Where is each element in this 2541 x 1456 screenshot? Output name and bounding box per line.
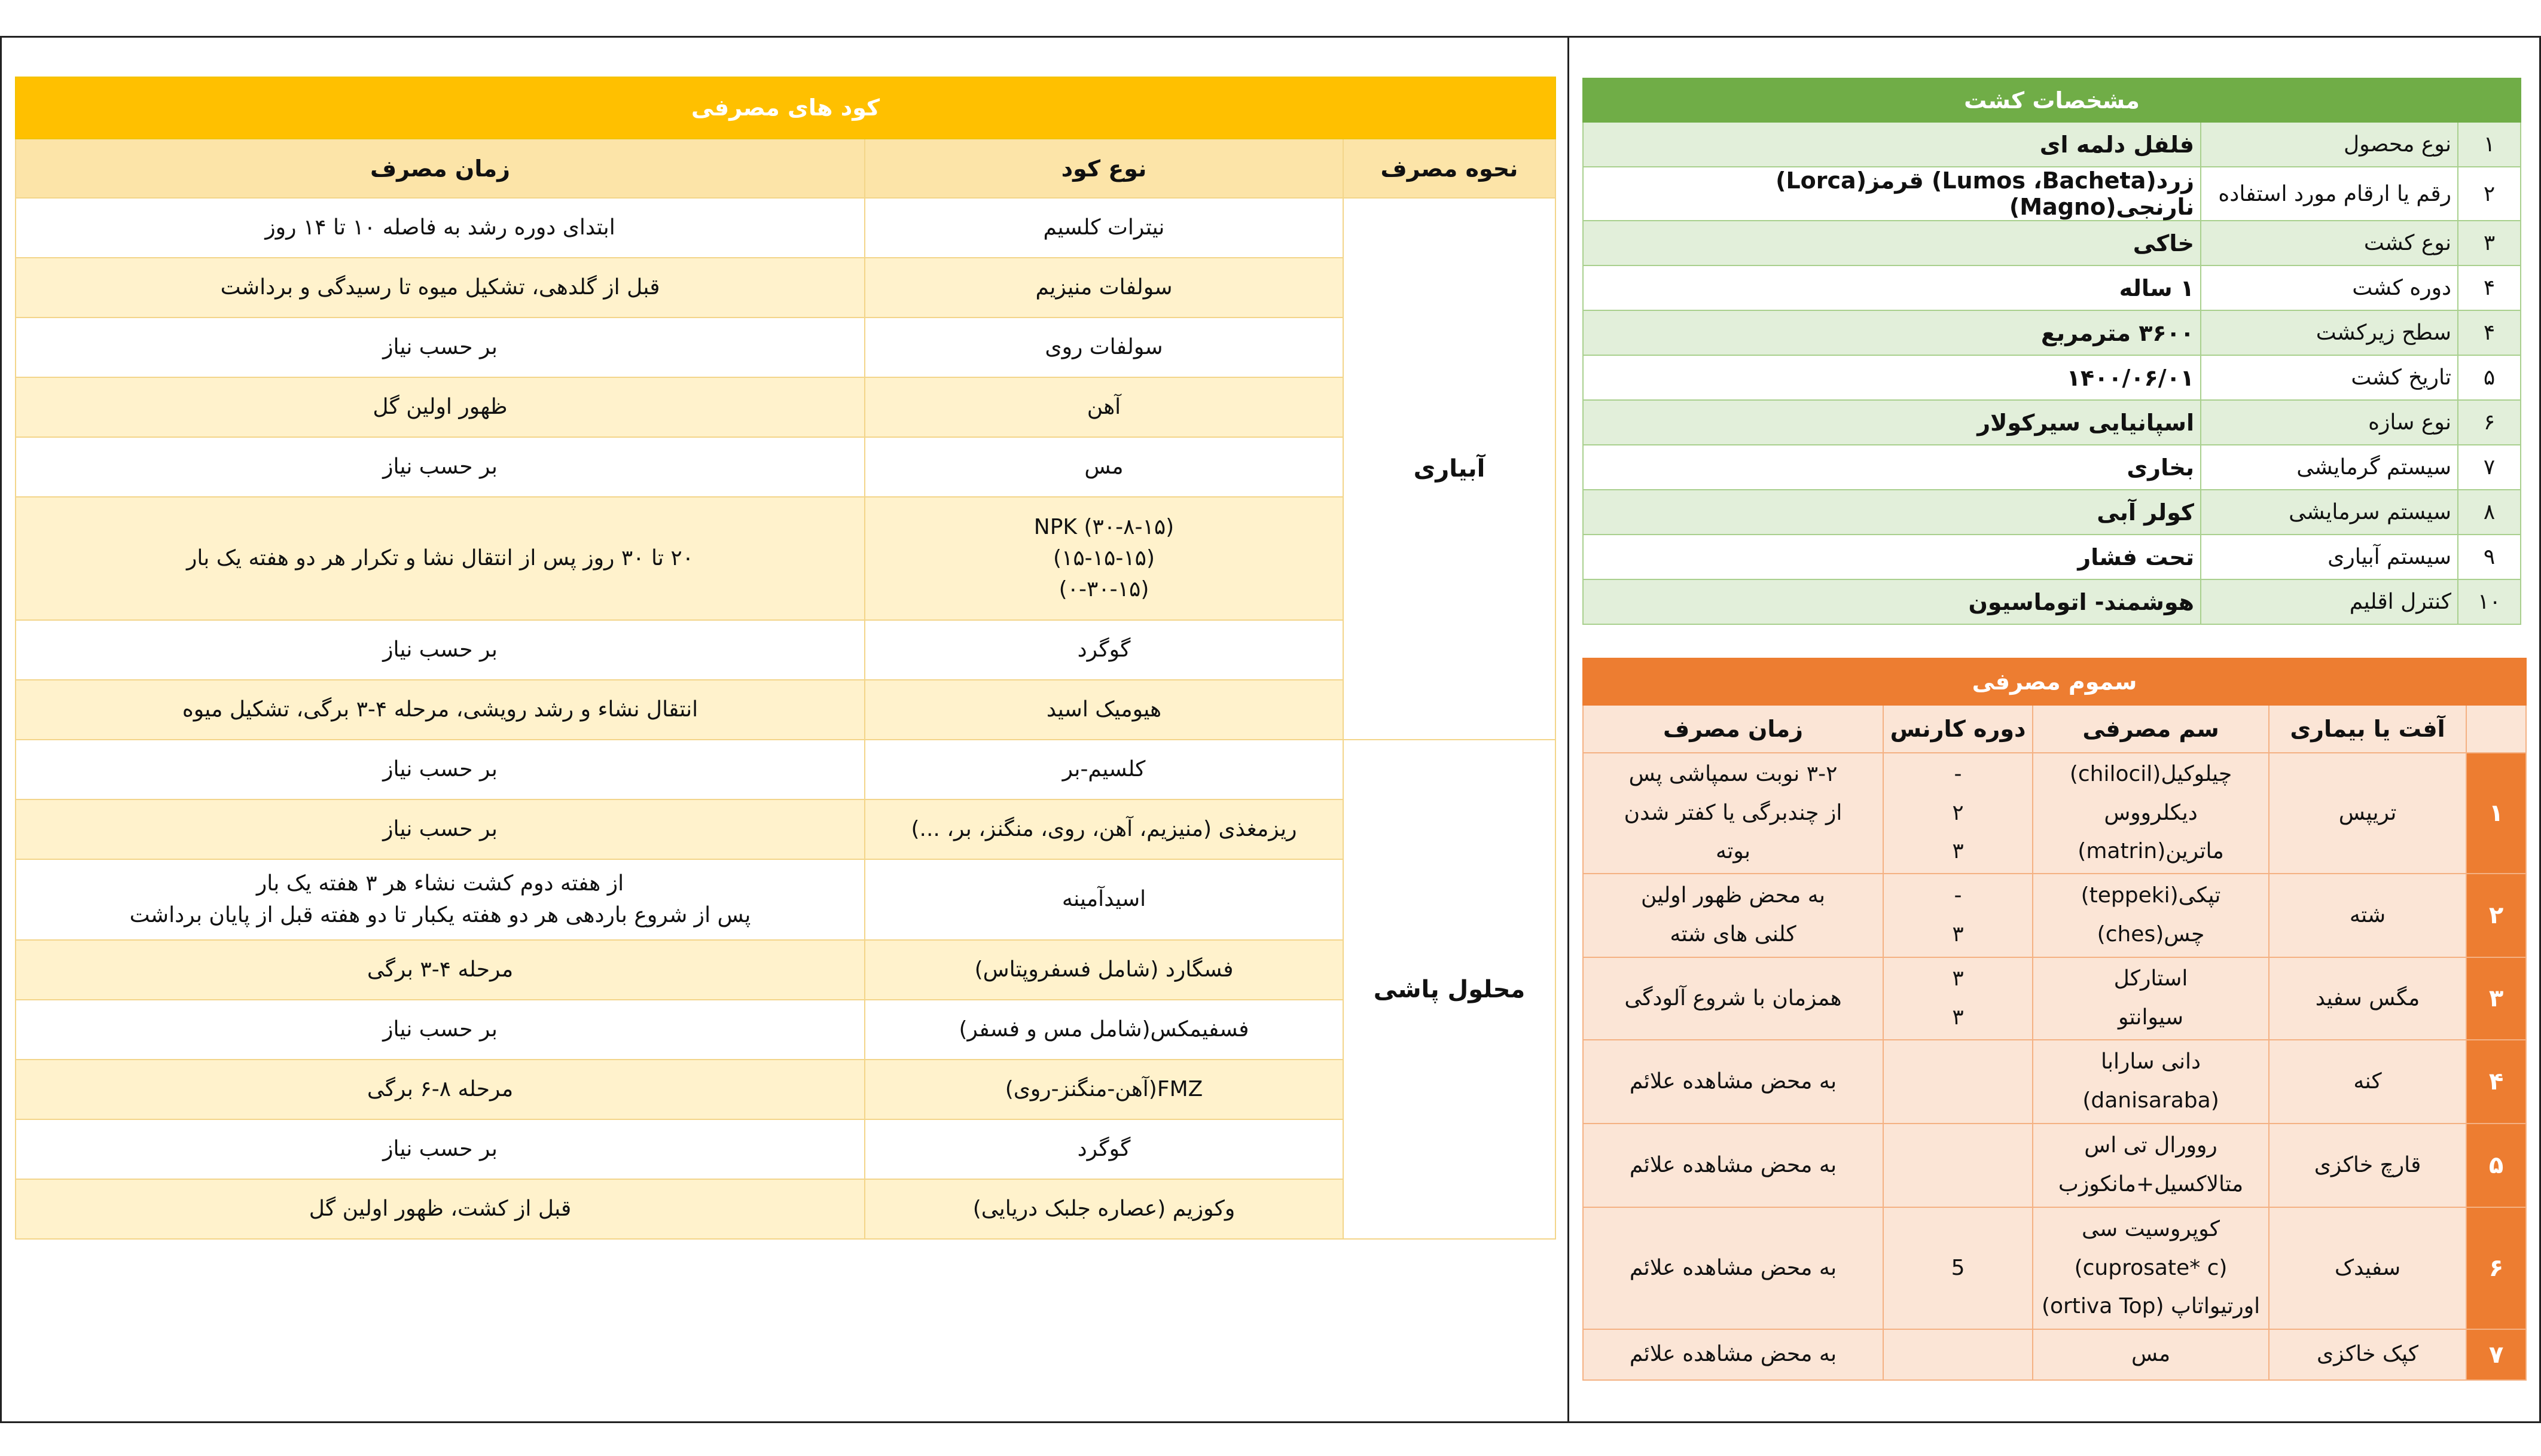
spec-label: نوع کشت	[2201, 221, 2458, 265]
period-line: -	[1954, 761, 1962, 786]
spec-value: زرد(Lumos ،Bacheta) قرمز(Lorca) نارنجی(Magno)	[1583, 167, 2201, 221]
fert-type: FMZ(آهن-منگنز-روی)	[865, 1060, 1343, 1119]
header-type: نوع کود	[865, 139, 1343, 198]
fert-type: وکوزیم (عصاره جلبک دریایی)	[865, 1179, 1343, 1239]
header-period: دوره کارنس	[1883, 705, 2033, 753]
spec-value: بخاری	[1583, 445, 2201, 490]
fert-type-npk	[865, 497, 1343, 620]
poison-line: (danisaraba)	[2082, 1088, 2219, 1113]
pesticides-table	[1582, 658, 2527, 1381]
fert-type: مس	[865, 437, 1343, 497]
poison-line: سیوانتو	[2118, 1005, 2184, 1030]
fert-type: نیترات کلسیم	[865, 198, 1343, 258]
time-line: به محض ظهور اولین	[1640, 883, 1826, 908]
specs-title: مشخصات کشت	[1583, 78, 2521, 122]
fert-time: مرحله ۸-۶ برگی	[16, 1060, 865, 1119]
poison-line: چس(ches)	[2097, 922, 2205, 947]
fert-type-line: NPK (۳۰-۸-۱۵)	[1033, 514, 1175, 539]
spec-label: تاریخ کشت	[2201, 355, 2458, 400]
period-cell	[1883, 1124, 2033, 1207]
fert-time: ۲۰ تا ۳۰ روز پس از انتقال نشا و تکرار هر دو هفته یک بار	[16, 497, 865, 620]
table-row	[16, 680, 1555, 740]
pest-name: قارچ خاکزی	[2269, 1124, 2466, 1207]
fert-type: هیومیک اسید	[865, 680, 1343, 740]
spec-label: نوع محصول	[2201, 122, 2458, 167]
period-cell	[1883, 753, 2033, 874]
poison-line: تپکی(teppeki)	[2081, 883, 2221, 908]
poison-line: مس	[2131, 1342, 2171, 1367]
table-row	[16, 1179, 1555, 1239]
row-number: ۴	[2458, 265, 2521, 310]
fert-time: قبل از گلدهی، تشکیل میوه تا رسیدگی و برداشت	[16, 258, 865, 318]
table-row	[16, 1000, 1555, 1060]
row-number: ۷	[2458, 445, 2521, 490]
fert-type: سولفات روی	[865, 318, 1343, 377]
table-row	[1583, 957, 2526, 1040]
period-cell	[1883, 1329, 2033, 1380]
period-line: ۳	[1952, 922, 1964, 947]
time-line: به محض مشاهده علائم	[1629, 1152, 1837, 1177]
table-row	[16, 318, 1555, 377]
table-row	[1583, 400, 2521, 445]
row-number: ۱	[2466, 753, 2526, 874]
pesticides-title: سموم مصرفی	[1583, 658, 2526, 705]
panel-divider	[1567, 36, 1569, 1423]
method-irrigation: آبیاری	[1343, 198, 1555, 740]
spec-value: فلفل دلمه ای	[1583, 122, 2201, 167]
spec-value: کولر آبی	[1583, 490, 2201, 535]
row-number: ۵	[2458, 355, 2521, 400]
fert-time: بر حسب نیاز	[16, 318, 865, 377]
period-cell	[1883, 957, 2033, 1040]
time-cell	[1583, 957, 1883, 1040]
fert-type: آهن	[865, 377, 1343, 437]
poison-line: دانی سارابا	[2101, 1049, 2201, 1075]
pest-name: سفیدک	[2269, 1207, 2466, 1329]
time-line: ۳-۲ نوبت سمپاشی پس	[1628, 761, 1838, 786]
table-row	[16, 799, 1555, 859]
fert-type: فسگارد (شامل فسفروپتاس)	[865, 940, 1343, 1000]
spec-value: اسپانیایی سیرکولار	[1583, 400, 2201, 445]
row-number: ۱۰	[2458, 579, 2521, 624]
fert-time: قبل از کشت، ظهور اولین گل	[16, 1179, 865, 1239]
table-row	[1583, 579, 2521, 624]
spec-value: ۳۶۰۰ مترمربع	[1583, 310, 2201, 355]
pest-name: کنه	[2269, 1040, 2466, 1124]
fert-time-line: پس از شروع باردهی هر دو هفته یکبار تا دو هفته قبل از پایان برداشت	[129, 902, 751, 927]
period-cell	[1883, 1040, 2033, 1124]
spec-value: ۱۴۰۰/۰۶/۰۱	[1583, 355, 2201, 400]
fert-type: گوگرد	[865, 1119, 1343, 1179]
fertilizer-body	[16, 198, 1555, 1239]
poison-cell	[2033, 753, 2269, 874]
header-time: زمان مصرف	[1583, 705, 1883, 753]
fert-type: ریزمغذی (منیزیم، آهن، روی، منگنز، بر، ...)	[865, 799, 1343, 859]
table-row	[16, 859, 1555, 940]
table-row	[16, 1119, 1555, 1179]
table-row	[1583, 874, 2526, 957]
poison-line: روورال تی اس	[2084, 1133, 2217, 1158]
time-cell	[1583, 874, 1883, 957]
spec-value: تحت فشار	[1583, 535, 2201, 579]
time-line: به محض مشاهده علائم	[1629, 1255, 1837, 1280]
pest-name: تریپس	[2269, 753, 2466, 874]
poison-line: اورتیواتاپ (ortiva Top)	[2041, 1294, 2261, 1319]
time-cell	[1583, 1040, 1883, 1124]
fert-time-line: از هفته دوم کشت نشاء هر ۳ هفته یک بار	[256, 871, 624, 896]
period-line: ۳	[1952, 1005, 1964, 1030]
spec-label: کنترل اقلیم	[2201, 579, 2458, 624]
row-number: ۷	[2466, 1329, 2526, 1380]
table-row	[1583, 1207, 2526, 1329]
table-row	[1583, 221, 2521, 265]
fert-time: بر حسب نیاز	[16, 1119, 865, 1179]
period-line: -	[1954, 883, 1962, 908]
table-row	[1583, 167, 2521, 221]
spec-label: سیستم آبیاری	[2201, 535, 2458, 579]
spec-label: سیستم سرمایشی	[2201, 490, 2458, 535]
fert-time: ابتدای دوره رشد به فاصله ۱۰ تا ۱۴ روز	[16, 198, 865, 258]
pest-name: مگس سفید	[2269, 957, 2466, 1040]
poison-cell	[2033, 1124, 2269, 1207]
row-number: ۳	[2466, 957, 2526, 1040]
row-number: ۹	[2458, 535, 2521, 579]
table-row	[16, 377, 1555, 437]
table-row	[1583, 355, 2521, 400]
poison-cell	[2033, 1207, 2269, 1329]
spec-label: دوره کشت	[2201, 265, 2458, 310]
fert-time: بر حسب نیاز	[16, 740, 865, 799]
row-number: ۵	[2466, 1124, 2526, 1207]
specs-table	[1582, 78, 2521, 625]
header-method: نحوه مصرف	[1343, 139, 1555, 198]
spec-label: رقم یا ارقام مورد استفاده	[2201, 167, 2458, 221]
row-number: ۸	[2458, 490, 2521, 535]
table-row	[1583, 535, 2521, 579]
time-line: بوته	[1716, 839, 1750, 864]
poison-line: متالاکسیل+مانکوزب	[2058, 1172, 2244, 1196]
poison-cell	[2033, 957, 2269, 1040]
row-number: ۲	[2466, 874, 2526, 957]
table-row	[16, 940, 1555, 1000]
fert-type: کلسیم-بر	[865, 740, 1343, 799]
header-poison: سم مصرفی	[2033, 705, 2269, 753]
time-line: کلنی های شته	[1670, 922, 1796, 947]
poison-line: ماترین(matrin)	[2078, 839, 2224, 864]
time-cell	[1583, 1207, 1883, 1329]
poison-line: چیلوکیل(chilocil)	[2069, 761, 2232, 786]
period-line: ۲	[1952, 800, 1964, 825]
row-number: ۱	[2458, 122, 2521, 167]
header-number	[2466, 705, 2526, 753]
poison-line: (cuprosate* c)	[2074, 1255, 2228, 1280]
fert-time: بر حسب نیاز	[16, 1000, 865, 1060]
table-row	[16, 620, 1555, 680]
poison-line: کوپروسیت سی	[2082, 1216, 2220, 1241]
pest-name: کپک خاکزی	[2269, 1329, 2466, 1380]
time-line: به محض مشاهده علائم	[1629, 1342, 1837, 1367]
fert-type: سولفات منیزیم	[865, 258, 1343, 318]
period-cell	[1883, 874, 2033, 957]
fert-time: ظهور اولین گل	[16, 377, 865, 437]
period-line: ۳	[1952, 839, 1964, 864]
table-row	[1583, 753, 2526, 874]
time-cell	[1583, 1124, 1883, 1207]
header-time: زمان مصرف	[16, 139, 865, 198]
fert-type: گوگرد	[865, 620, 1343, 680]
spec-value: ۱ ساله	[1583, 265, 2201, 310]
table-row	[1583, 445, 2521, 490]
poison-cell	[2033, 1040, 2269, 1124]
poison-line: استارکل	[2113, 966, 2188, 991]
table-row	[1583, 1124, 2526, 1207]
time-line: از چندبرگی یا کفتر شدن	[1624, 800, 1843, 825]
poison-line: دیکلرووس	[2104, 800, 2198, 825]
row-number: ۳	[2458, 221, 2521, 265]
fertilizer-table	[15, 77, 1556, 1240]
time-line: به محض مشاهده علائم	[1629, 1069, 1837, 1094]
time-cell	[1583, 753, 1883, 874]
spec-label: سیستم گرمایشی	[2201, 445, 2458, 490]
time-line: همزمان با شروع آلودگی	[1624, 985, 1842, 1011]
table-row	[1583, 1329, 2526, 1380]
table-row	[1583, 122, 2521, 167]
method-foliar: محلول پاشی	[1343, 740, 1555, 1239]
period-line: ۳	[1952, 966, 1964, 991]
fert-time: مرحله ۴-۳ برگی	[16, 940, 865, 1000]
fert-time-multiline	[16, 859, 865, 940]
row-number: ۶	[2466, 1207, 2526, 1329]
table-row	[16, 497, 1555, 620]
row-number: ۴	[2466, 1040, 2526, 1124]
table-row	[1583, 490, 2521, 535]
fert-type-line: (۰-۳۰-۱۵)	[1059, 577, 1149, 602]
period-cell	[1883, 1207, 2033, 1329]
table-row	[1583, 310, 2521, 355]
fert-type-line: (۱۵-۱۵-۱۵)	[1053, 545, 1155, 570]
spec-label: نوع سازه	[2201, 400, 2458, 445]
table-row	[16, 740, 1555, 799]
table-row	[1583, 1040, 2526, 1124]
spec-value: هوشمند- اتوماسیون	[1583, 579, 2201, 624]
row-number: ۴	[2458, 310, 2521, 355]
fert-time: انتقال نشاء و رشد رویشی، مرحله ۴-۳ برگی، تشکیل میوه	[16, 680, 865, 740]
spec-value: خاکی	[1583, 221, 2201, 265]
fertilizer-title: کود های مصرفی	[16, 77, 1555, 139]
table-row	[16, 1060, 1555, 1119]
time-cell	[1583, 1329, 1883, 1380]
fert-time: بر حسب نیاز	[16, 620, 865, 680]
period-line: 5	[1951, 1255, 1965, 1280]
fert-time: بر حسب نیاز	[16, 437, 865, 497]
table-row	[16, 437, 1555, 497]
poison-cell	[2033, 874, 2269, 957]
poison-cell	[2033, 1329, 2269, 1380]
pest-name: شته	[2269, 874, 2466, 957]
row-number: ۲	[2458, 167, 2521, 221]
fert-time: بر حسب نیاز	[16, 799, 865, 859]
row-number: ۶	[2458, 400, 2521, 445]
table-row	[16, 198, 1555, 258]
table-row	[1583, 265, 2521, 310]
table-row	[16, 258, 1555, 318]
fert-type: اسیدآمینه	[865, 859, 1343, 940]
fert-type: فسفیمکس(شامل مس و فسفر)	[865, 1000, 1343, 1060]
header-pest: آفت یا بیماری	[2269, 705, 2466, 753]
spec-label: سطح زیرکشت	[2201, 310, 2458, 355]
